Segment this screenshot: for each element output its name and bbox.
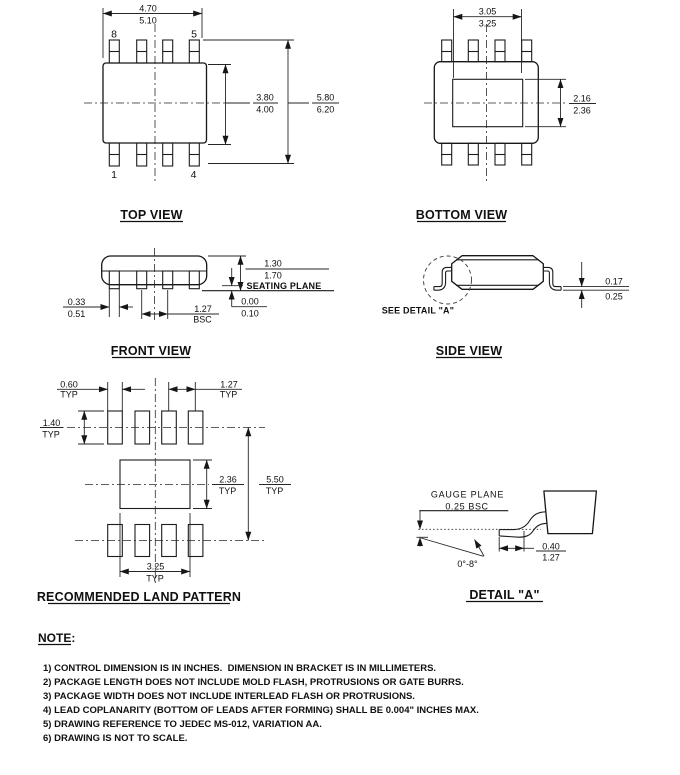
dim-pad-height-min: 2.16	[573, 93, 591, 104]
pin-number-4: 4	[190, 169, 197, 181]
note-item-5: 5) DRAWING REFERENCE TO JEDEC MS-012, VARIATION AA.	[43, 719, 322, 730]
pin	[137, 271, 147, 289]
land-pattern-linework	[40, 378, 291, 584]
dim-lead-thickness-min: 0.17	[605, 276, 623, 287]
typ-label: TYP	[146, 573, 164, 584]
typ-label: TYP	[265, 486, 284, 496]
dim-foot-length-max: 1.27	[542, 552, 560, 563]
dim-land-pad-width: 0.60	[60, 379, 78, 390]
note-item-1: 1) CONTROL DIMENSION IS IN INCHES. DIMENSION IN BRACKET IS IN MILLIMETERS.	[43, 663, 437, 674]
dim-row-span: 5.50	[266, 474, 284, 485]
dim-land-pitch: 1.27	[220, 379, 238, 390]
pin-number-5: 5	[191, 28, 197, 41]
lead	[499, 512, 546, 530]
seating-plane-label: SEATING PLANE	[246, 281, 322, 291]
front-view	[63, 248, 334, 358]
dim-lead-span-min: 5.80	[316, 92, 335, 103]
note-item-4: 4) LEAD COPLANARITY (BOTTOM OF LEADS AFTER FORMING) SHALL BE 0.004" INCHES MAX.	[43, 705, 479, 716]
dim-lead-span-max: 6.20	[316, 104, 335, 115]
land-pattern-title: RECOMMENDED LAND PATTERN	[36, 590, 242, 604]
land-pattern	[37, 378, 291, 604]
dim-pad-width-max: 3.25	[478, 18, 497, 29]
package-body	[452, 256, 544, 290]
bottom-view	[416, 7, 596, 223]
dim-lead-thickness-max: 0.25	[605, 291, 623, 302]
lead	[434, 267, 452, 286]
side-view-title: SIDE VIEW	[435, 344, 503, 358]
note-item-3: 3) PACKAGE WIDTH DOES NOT INCLUDE INTERLEAD FLASH OR PROTRUSIONS.	[43, 691, 415, 702]
dim-lead-width-min: 0.33	[67, 297, 86, 307]
dim-pitch-bsc: BSC	[193, 314, 212, 325]
side-view	[382, 256, 629, 358]
top-view	[84, 4, 339, 223]
detail-a	[417, 490, 597, 603]
dim-body-width-min: 3.80	[256, 92, 274, 103]
dim-standoff-min: 0.00	[241, 296, 259, 307]
pin	[468, 40, 478, 62]
dim-foot-angle: 0°-8°	[457, 559, 478, 569]
note-item-6: 6) DRAWING IS NOT TO SCALE.	[43, 733, 188, 744]
gauge-plane-label: GAUGE PLANE	[430, 489, 505, 500]
top-view-title: TOP VIEW	[120, 208, 183, 222]
notes-title: NOTE:	[38, 631, 76, 645]
typ-label: TYP	[218, 486, 237, 496]
dim-land-pad-height: 1.40	[42, 418, 61, 428]
see-detail-a-label: SEE DETAIL "A"	[381, 305, 455, 316]
typ-label: TYP	[60, 389, 78, 400]
dim-pitch: 1.27	[194, 304, 212, 314]
foot-angle-ray	[421, 538, 484, 556]
dim-body-length-max: 5.10	[139, 15, 157, 26]
dim-standoff-max: 0.10	[241, 308, 259, 319]
pin	[442, 40, 452, 62]
bottom-view-linework	[424, 6, 596, 182]
dim-body-length-min: 4.70	[139, 3, 157, 14]
dim-height-min: 1.30	[264, 258, 282, 269]
pin	[495, 40, 505, 62]
dim-center-pad-width: 3.25	[146, 561, 165, 572]
dim-height-max: 1.70	[264, 270, 282, 281]
package-body-corner	[544, 491, 597, 534]
dim-gauge-bsc: 0.25 BSC	[445, 501, 489, 512]
pin-number-8: 8	[111, 28, 117, 41]
bottom-view-title: BOTTOM VIEW	[415, 208, 508, 222]
dim-center-pad-height: 2.36	[219, 474, 237, 485]
pin-number-1: 1	[111, 169, 117, 181]
lead	[543, 267, 561, 286]
notes-section	[38, 631, 479, 744]
note-item-2: 2) PACKAGE LENGTH DOES NOT INCLUDE MOLD FLASH, PROTRUSIONS OR GATE BURRS.	[43, 677, 464, 688]
pin	[109, 271, 119, 289]
detail-a-title: DETAIL "A"	[469, 588, 540, 602]
pin	[189, 271, 199, 289]
dim-foot-length-min: 0.40	[542, 541, 560, 552]
side-view-linework	[424, 256, 630, 308]
top-view-linework	[84, 8, 339, 182]
dim-pad-height-max: 2.36	[573, 105, 591, 116]
typ-label: TYP	[42, 429, 60, 440]
front-view-title: FRONT VIEW	[110, 344, 192, 358]
detail-a-callout-circle	[424, 256, 472, 304]
pin	[163, 271, 173, 289]
typ-label: TYP	[219, 389, 238, 400]
dim-body-width-max: 4.00	[256, 104, 274, 115]
pin	[522, 40, 532, 62]
detail-a-linework	[417, 491, 597, 556]
dim-pad-width-min: 3.05	[478, 6, 497, 17]
dim-lead-width-max: 0.51	[67, 309, 86, 319]
